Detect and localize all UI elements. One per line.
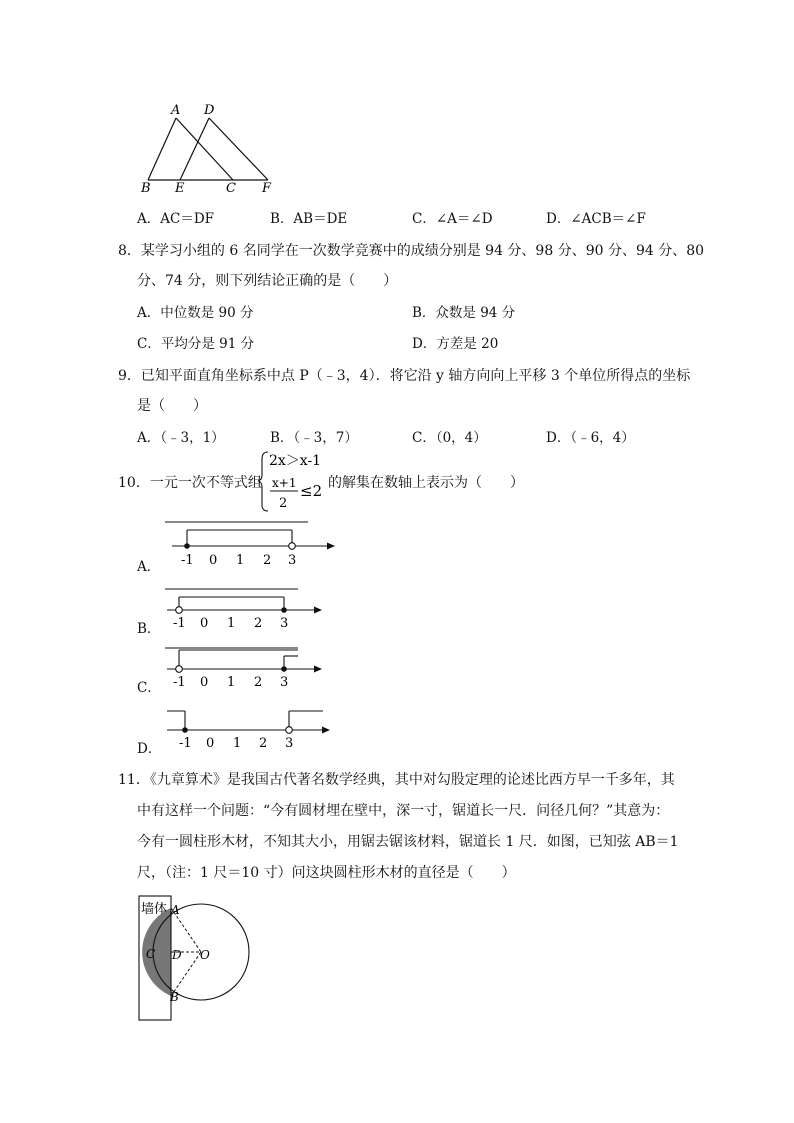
- tick-label: -1: [173, 616, 186, 631]
- tick-label: -1: [181, 553, 194, 568]
- q11-stem-line3: 今有一圆柱形木材，不知其大小，用锯去锯该材料，锯道长 1 尺．如图，已知弦 AB＝1: [137, 834, 679, 850]
- q11-stem-line4: 尺，（注：1 尺＝10 寸）问这块圆柱形木材的直径是（ ）: [137, 865, 516, 881]
- label-c: C: [146, 947, 156, 961]
- tick-label: 0: [200, 675, 209, 690]
- tick-label: 3: [285, 736, 294, 751]
- q10-option-a[interactable]: A．: [137, 559, 161, 575]
- q8-stem-line1: 8．某学习小组的 6 名同学在一次数学竞赛中的成绩分别是 94 分、98 分、90 分、94 分、80: [118, 243, 705, 259]
- inequality-1: 2x＞x-1: [269, 453, 322, 469]
- q7-option-b[interactable]: B．AB＝DE: [270, 211, 348, 227]
- label-d: D: [204, 103, 215, 118]
- q10-inequality-system: [258, 449, 338, 513]
- inequality-2-rhs: ≤2: [300, 482, 323, 500]
- label-a: A: [171, 103, 181, 118]
- q8-option-b[interactable]: B．众数是 94 分: [412, 305, 516, 321]
- tick-label: 0: [206, 736, 215, 751]
- q9-stem-line2: 是（ ）: [137, 398, 207, 414]
- tick-label: 1: [236, 553, 245, 568]
- number-line-a[interactable]: [165, 515, 340, 570]
- label-b: B: [141, 181, 151, 196]
- tick-label: -1: [173, 675, 186, 690]
- tick-label: 3: [280, 675, 289, 690]
- label-f: F: [262, 181, 272, 196]
- q8-stem-line2: 分、74 分，则下列结论正确的是（ ）: [137, 273, 398, 289]
- q8-option-a[interactable]: A．中位数是 90 分: [137, 305, 254, 321]
- tick-label: 1: [227, 616, 236, 631]
- segment-df: [209, 118, 268, 180]
- q8-option-c[interactable]: C．平均分是 91 分: [137, 336, 255, 352]
- q9-option-b[interactable]: B．（﹣3，7）: [270, 430, 358, 446]
- tick-label: 0: [209, 553, 218, 568]
- label-d: D: [172, 948, 182, 962]
- tick-label: 1: [227, 675, 236, 690]
- q11-stem-line1: 11．《九章算术》是我国古代著名数学经典，其中对勾股定理的论述比西方早一千多年，其: [118, 772, 675, 788]
- tick-label: 2: [254, 616, 263, 631]
- q7-option-a[interactable]: A．AC＝DF: [137, 211, 215, 227]
- q10-option-b[interactable]: B．: [137, 621, 161, 637]
- q9-stem-line1: 9．已知平面直角坐标系中点 P（﹣3，4）．将它沿 y 轴方向向上平移 3 个单位所得点的坐标: [118, 368, 691, 384]
- q7-option-c[interactable]: C．∠A＝∠D: [412, 211, 493, 227]
- number-line-b[interactable]: [165, 583, 325, 633]
- segment-ab: [148, 118, 176, 180]
- q7-triangle-figure: [130, 100, 290, 200]
- tick-label: 2: [254, 675, 263, 690]
- fraction-numerator: x+1: [272, 476, 297, 490]
- tick-label: 2: [259, 736, 268, 751]
- label-b: B: [170, 990, 179, 1004]
- tick-label: 3: [280, 616, 289, 631]
- q10-option-d[interactable]: D．: [137, 741, 162, 757]
- tick-label: 0: [200, 616, 209, 631]
- q10-stem-suffix: 的解集在数轴上表示为（ ）: [328, 475, 524, 491]
- q11-stem-line2: 中有这样一个问题：“今有圆材埋在壁中，深一寸，锯道长一尺．问径几何？”其意为：: [137, 803, 670, 819]
- q10-stem-prefix: 10．一元一次不等式组: [118, 475, 262, 491]
- wall-label: 墙体: [141, 902, 168, 917]
- q9-option-d[interactable]: D．（﹣6，4）: [546, 430, 635, 446]
- tick-label: -1: [179, 736, 192, 751]
- label-c: C: [226, 181, 236, 196]
- number-line-c[interactable]: [165, 642, 325, 692]
- label-a: A: [171, 903, 180, 917]
- q8-option-d[interactable]: D．方差是 20: [412, 336, 499, 352]
- number-line-d[interactable]: [165, 705, 335, 755]
- q10-option-c[interactable]: C．: [137, 680, 161, 696]
- label-e: E: [175, 181, 185, 196]
- tick-label: 1: [233, 736, 242, 751]
- q9-option-a[interactable]: A．（﹣3，1）: [137, 430, 225, 446]
- q9-option-c[interactable]: C．（0，4）: [412, 430, 487, 446]
- q11-circle-wall-figure: [130, 890, 260, 1025]
- brace: [258, 452, 268, 511]
- q7-option-d[interactable]: D．∠ACB＝∠F: [546, 211, 646, 227]
- label-o: O: [200, 948, 210, 962]
- tick-label: 3: [288, 553, 297, 568]
- fraction-denominator: 2: [279, 496, 288, 511]
- tick-label: 2: [263, 553, 272, 568]
